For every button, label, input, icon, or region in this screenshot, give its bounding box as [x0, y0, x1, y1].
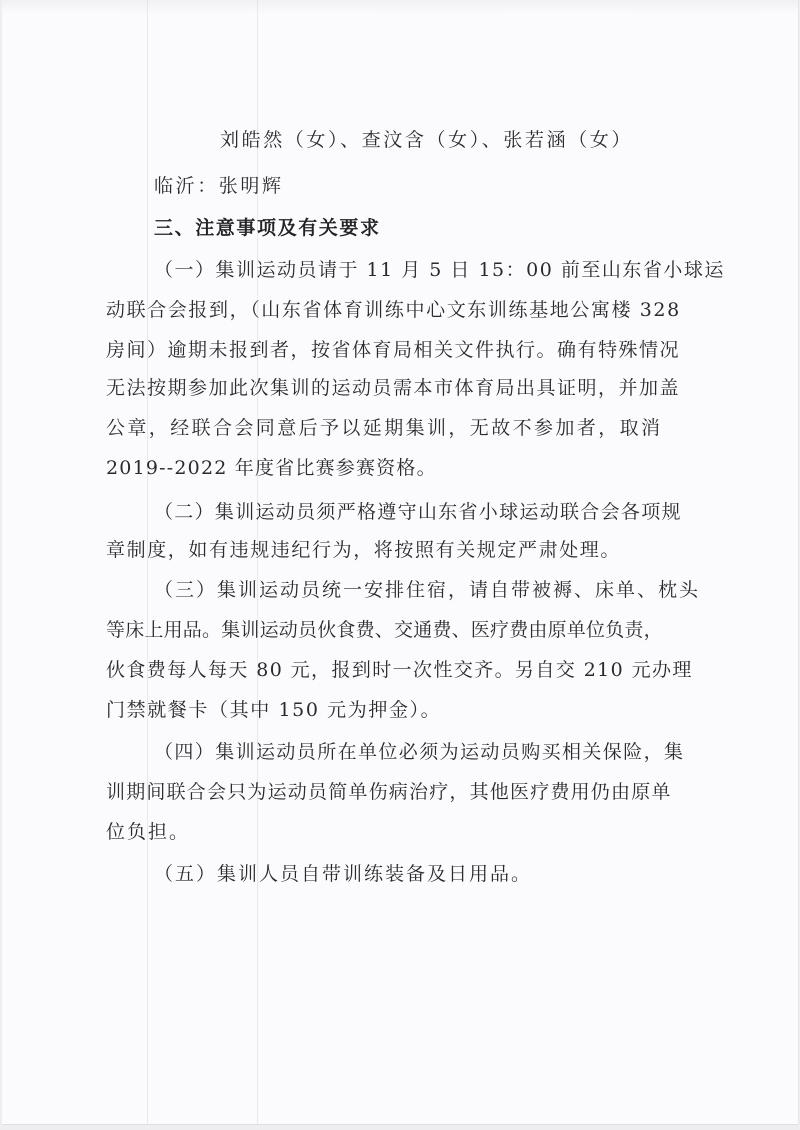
- scan-artifact-line: [147, 0, 148, 1124]
- item4-line-1: （四）集训运动员所在单位必须为运动员购买相关保险，集: [154, 741, 685, 763]
- item2-line-1: （二）集训运动员须严格遵守山东省小球运动联合会各项规: [154, 501, 682, 523]
- item1-line-4: 无法按期参加此次集训的运动员需本市体育局出具证明，并加盖: [106, 377, 681, 399]
- item4-line-3: 位负担。: [106, 821, 191, 843]
- item2-line-2: 章制度，如有违规违纪行为，将按照有关规定严肃处理。: [106, 539, 622, 561]
- item1-line-5: 公章，经联合会同意后予以延期集训，无故不参加者，取消: [106, 417, 663, 439]
- document-page: [2, 0, 798, 1124]
- item1-line-1: （一）集训运动员请于 11 月 5 日 15：00 前至山东省小球运: [154, 259, 725, 281]
- item3-line-2: 等床上用品。集训运动员伙食费、交通费、医疗费由原单位负责，: [106, 619, 663, 641]
- item1-line-3: 房间）逾期未报到者，按省体育局相关文件执行。确有特殊情况: [106, 339, 681, 361]
- scan-artifact-line: [257, 0, 258, 1124]
- item1-line-6: 2019--2022 年度省比赛参赛资格。: [106, 457, 437, 479]
- item3-line-1: （三）集训运动员统一安排住宿，请自带被褥、床单、枕头: [154, 579, 701, 601]
- scan-shadow: [2, 0, 798, 14]
- item3-line-4: 门禁就餐卡（其中 150 元为押金）。: [106, 699, 442, 721]
- linyi-coach-line: 临沂：张明辉: [154, 175, 284, 197]
- section-heading: 三、注意事项及有关要求: [154, 217, 381, 239]
- item4-line-2: 训期间联合会只为运动员简单伤病治疗，其他医疗费用仍由原单: [106, 781, 672, 803]
- item1-line-2: 动联合会报到，（山东省体育训练中心文东训练基地公寓楼 328: [106, 299, 681, 321]
- item3-line-3: 伙食费每人每天 80 元，报到时一次性交齐。另自交 210 元办理: [106, 659, 693, 681]
- athlete-names-line: 刘皓然（女）、查汶含（女）、张若涵（女）: [220, 129, 634, 151]
- item5-line-1: （五）集训人员自带训练装备及日用品。: [154, 863, 533, 885]
